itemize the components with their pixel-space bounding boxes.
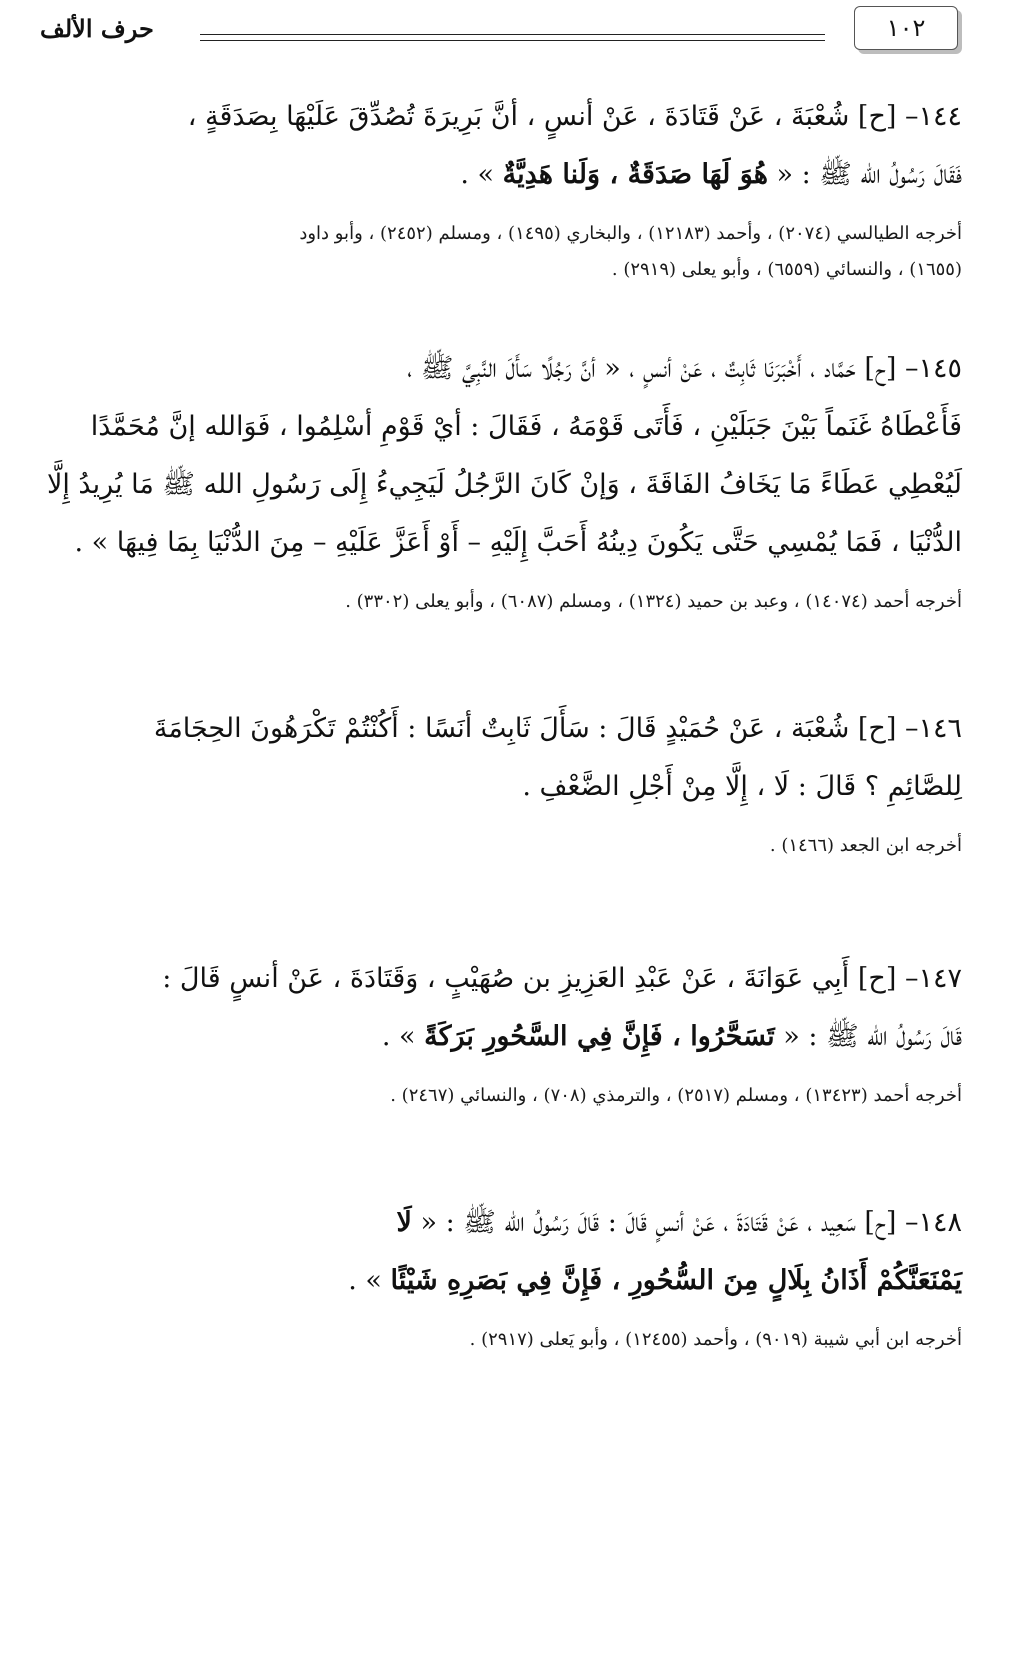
header-rule-top [200, 34, 825, 35]
hadith-line: ١٤٨– [ح] سَعِيد ، عَنْ قَتَادَةَ ، عَنْ أنسٍ قَالَ : قَالَ رَسُولُ الله ﷺ : « لَا [396, 1207, 962, 1238]
takhrij-note: أخرجه أحمد (١٤٠٧٤) ، وعبد بن حميد (١٣٢٤) ، ومسلم (٦٠٨٧) ، وأبو يعلى (٣٣٠٢) . [345, 591, 962, 612]
chapter-title: حرف الألف [40, 14, 154, 43]
hadith-entry-144 [40, 88, 962, 288]
hadith-entry-147 [40, 950, 962, 1114]
prophetic-quote: يَمْنَعَنَّكُمْ أَذَانُ بِلَالٍ مِنَ السُّحُورِ ، فَإِنَّ فِي بَصَرِهِ شَيْئًا [390, 1265, 962, 1296]
hadith-text [40, 88, 962, 204]
hadith-text [40, 700, 962, 816]
prophetic-quote: تَسَحَّرُوا ، فَإِنَّ فِي السَّحُورِ بَرَكَةً [424, 1021, 775, 1052]
prophetic-quote: هُوَ لَهَا صَدَقَةٌ ، وَلَنا هَدِيَّةٌ [502, 159, 768, 190]
hadith-number: ١٤٨ [918, 1207, 962, 1238]
hadith-line: ١٤٥– [ح] حَمَّاد ، أَخْبَرَنَا ثَابِتٌ ، عَنْ أنسٍ ، « أنَّ رَجُلًا سَأَلَ النَّبِيَّ ﷺ ، [407, 353, 962, 384]
hadith-line: لَيُعْطِي عَطَاءً مَا يَخَافُ الفَاقَةَ ، وَإنْ كَانَ الرَّجُلُ لَيَجِيءُ إِلَى رَسُولِ الله ﷺ مَا يُرِيدُ إِلَّا [46, 469, 962, 500]
hadith-line: ١٤٦– [ح] شُعْبَة ، عَنْ حُمَيْدٍ قَالَ : سَأَلَ ثَابِتٌ أنَسًا : أَكُنْتُمْ تَكْرَهُونَ الحِجَامَةَ [153, 713, 962, 744]
header-rule-bottom [200, 40, 825, 41]
hadith-entry-145 [40, 340, 962, 620]
hadith-text [40, 340, 962, 572]
takhrij-note: أخرجه ابن الجعد (١٤٦٦) . [769, 835, 962, 856]
hadith-line: لِلصَّائِمِ ؟ قَالَ : لَا ، إِلَّا مِنْ أَجْلِ الضَّعْفِ . [522, 771, 962, 802]
hadith-line: فَقَالَ رَسُولُ الله ﷺ : « هُوَ لَهَا صَدَقَةٌ ، وَلَنا هَدِيَّةٌ » . [460, 159, 962, 190]
hadith-line: فَأَعْطَاهُ غَنَماً بَيْنَ جَبَلَيْنِ ، فَأَتَى قَوْمَهُ ، فَقَالَ : أيْ قَوْمِ أسْلِمُوا ، فَوَالله إنَّ مُحَمَّدًا [90, 411, 962, 442]
hadith-text [40, 950, 962, 1066]
takhrij-note: أخرجه ابن أبي شيبة (٩٠١٩) ، وأحمد (١٢٤٥٥) ، وأبو يَعلى (٢٩١٧) . [469, 1329, 962, 1350]
takhrij-note: أخرجه الطيالسي (٢٠٧٤) ، وأحمد (١٢١٨٣) ، والبخاري (١٤٩٥) ، ومسلم (٢٤٥٢) ، وأبو داود (١٦٥٥) ، والنسائي (٦٥٥٩) ، وأبو يعلى (٢٩١٩) . [299, 223, 962, 280]
hadith-line: الدُّنْيَا ، فَمَا يُمْسِي حَتَّى يَكُونَ دِينُهُ أَحَبَّ إِلَيْهِ – أَوْ أَعَزَّ عَلَيْهِ – مِنَ الدُّنْيَا بِمَا فِيهَا » . [74, 527, 962, 558]
hadith-number: ١٤٤ [918, 101, 962, 132]
hadith-number: ١٤٧ [918, 963, 962, 994]
hadith-entry-146 [40, 700, 962, 864]
hadith-line: قَالَ رَسُولُ الله ﷺ : « تَسَحَّرُوا ، فَإِنَّ فِي السَّحُورِ بَرَكَةً » . [381, 1021, 962, 1052]
hadith-entry-148 [40, 1194, 962, 1358]
hadith-text [40, 1194, 962, 1310]
takhrij-note: أخرجه أحمد (١٣٤٢٣) ، ومسلم (٢٥١٧) ، والترمذي (٧٠٨) ، والنسائي (٢٤٦٧) . [390, 1085, 962, 1106]
page-number: ١٠٢ [854, 6, 958, 50]
hadith-number: ١٤٦ [918, 713, 962, 744]
page-header [0, 0, 1010, 70]
hadith-line: ١٤٤– [ح] شُعْبَةَ ، عَنْ قَتَادَةَ ، عَنْ أنسٍ ، أنَّ بَرِيرَةَ تُصُدِّقَ عَلَيْهَا بِصَدَقَةٍ ، [187, 101, 962, 132]
hadith-line: ١٤٧– [ح] أَبِي عَوَانَةَ ، عَنْ عَبْدِ العَزِيزِ بن صُهَيْبٍ ، وَقَتَادَةَ ، عَنْ أنسٍ قَالَ : [162, 963, 962, 994]
hadith-line: يَمْنَعَنَّكُمْ أَذَانُ بِلَالٍ مِنَ السُّحُورِ ، فَإِنَّ فِي بَصَرِهِ شَيْئًا » . [348, 1265, 962, 1296]
hadith-number: ١٤٥ [918, 353, 962, 384]
prophetic-quote: لَا [396, 1207, 412, 1238]
